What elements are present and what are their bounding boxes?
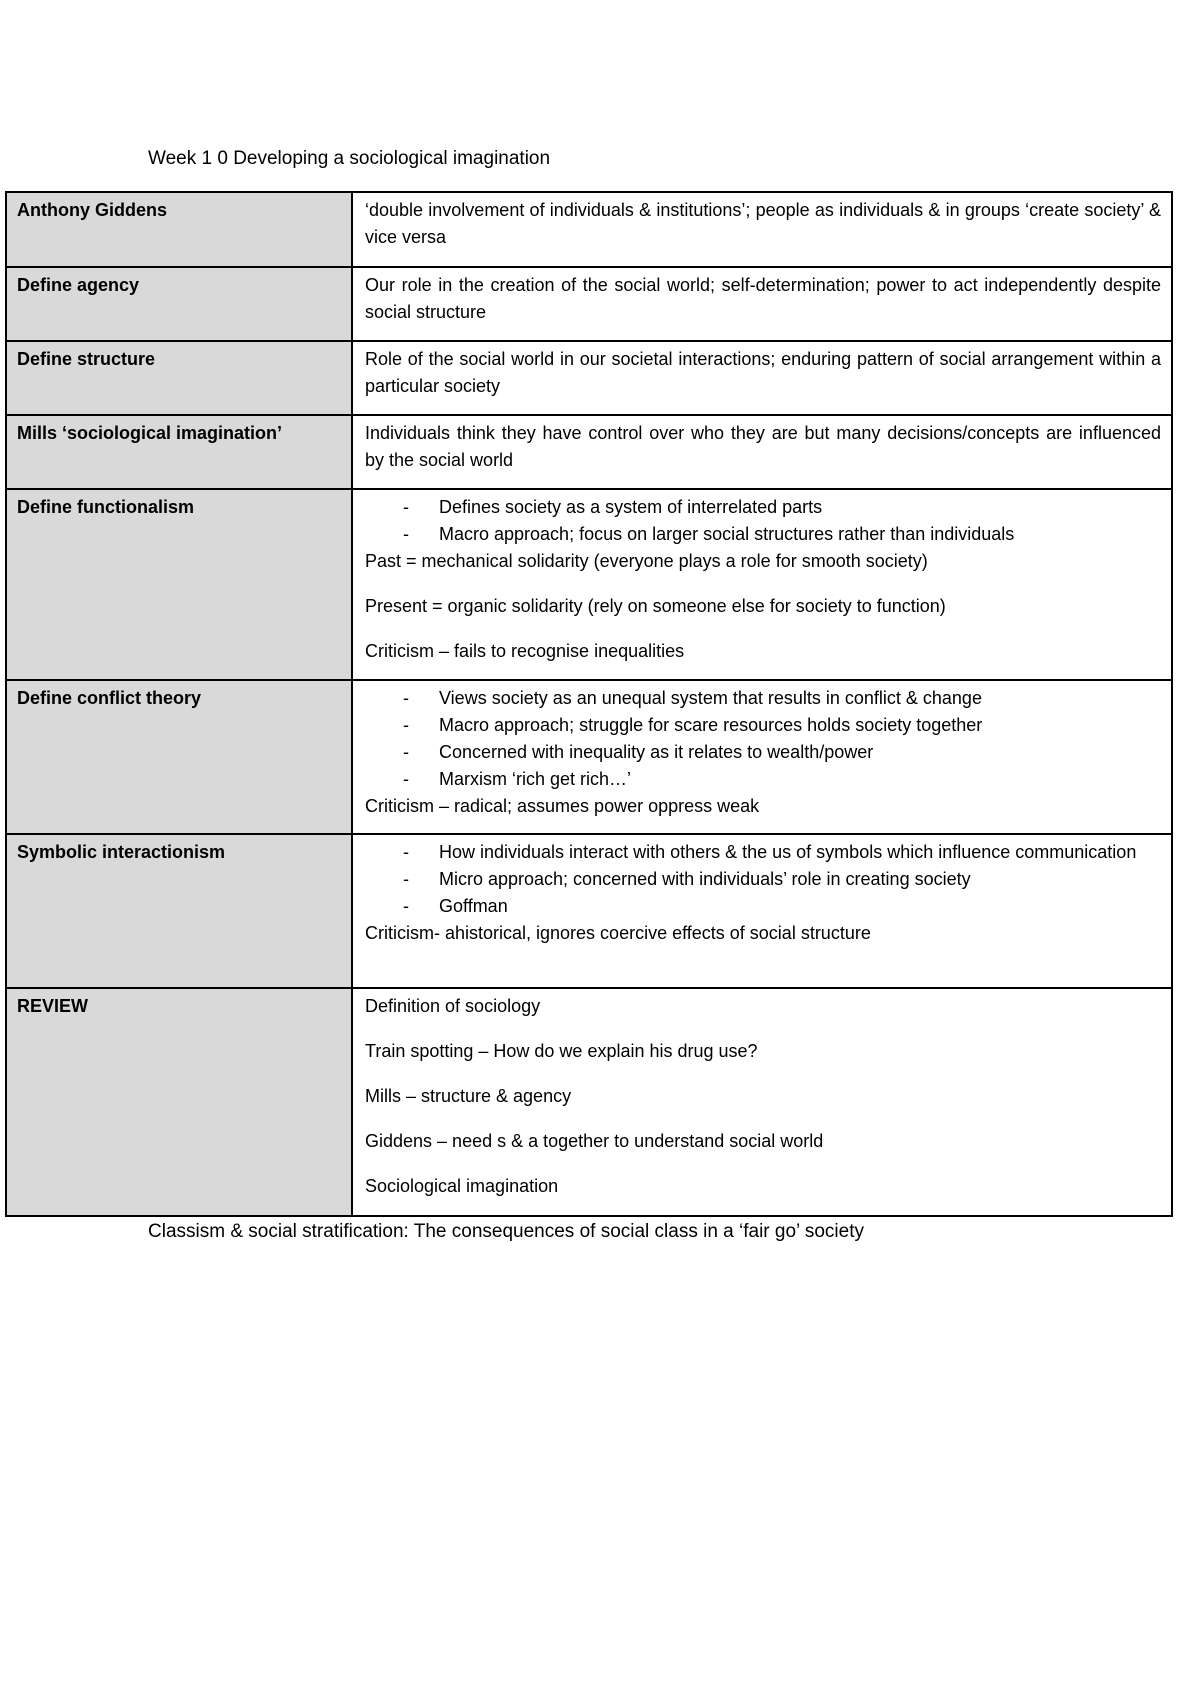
table-row	[6, 988, 1172, 1216]
table-row	[6, 267, 1172, 341]
text-line: Mills – structure & agency	[365, 1086, 572, 1106]
text-line: Definition of sociology	[365, 996, 541, 1016]
bullet-list	[365, 685, 1161, 793]
text-line: Giddens – need s & a together to understand social world	[365, 1131, 824, 1151]
table-row	[6, 415, 1172, 489]
text-line: Present = organic solidarity (rely on someone else for society to function)	[365, 596, 946, 616]
page-heading: Week 1 0 Developing a sociological imagination	[148, 148, 551, 169]
term-cell: Define structure	[6, 341, 352, 415]
list-item: - Views society as an unequal system that results in conflict & change	[365, 685, 1161, 712]
description-cell: ‘double involvement of individuals & institutions’; people as individuals & in groups ‘create society’ & vice versa	[352, 192, 1172, 267]
text-line: Criticism- ahistorical, ignores coercive effects of social structure	[365, 923, 871, 943]
text-line: Past = mechanical solidarity (everyone plays a role for smooth society)	[365, 551, 928, 571]
table-row	[6, 192, 1172, 267]
description-cell: Role of the social world in our societal interactions; enduring pattern of social arrangement within a particular society	[352, 341, 1172, 415]
next-section-heading: Classism & social stratification: The consequences of social class in a ‘fair go’ society	[148, 1221, 864, 1242]
text-line: Sociological imagination	[365, 1176, 559, 1196]
notes-table	[5, 191, 1173, 1217]
description-cell	[352, 834, 1172, 988]
term-cell: Define functionalism	[6, 489, 352, 680]
list-item: - Macro approach; struggle for scare resources holds society together	[365, 712, 1161, 739]
term-cell: Define agency	[6, 267, 352, 341]
term-cell: Define conflict theory	[6, 680, 352, 834]
description-cell	[352, 988, 1172, 1216]
table-row	[6, 341, 1172, 415]
description-cell: Individuals think they have control over who they are but many decisions/concepts are influenced by the social world	[352, 415, 1172, 489]
text-line: Criticism – fails to recognise inequalities	[365, 641, 685, 661]
list-item: - Defines society as a system of interrelated parts	[365, 494, 1161, 521]
list-item: - Marxism ‘rich get rich…’	[365, 766, 1161, 793]
text-line: Train spotting – How do we explain his drug use?	[365, 1041, 758, 1061]
list-item: - Goffman	[365, 893, 1161, 920]
table-row	[6, 489, 1172, 680]
description-cell	[352, 489, 1172, 680]
description-cell	[352, 680, 1172, 834]
list-item: - Micro approach; concerned with individuals’ role in creating society	[365, 866, 1161, 893]
bullet-list	[365, 494, 1161, 548]
list-item: - How individuals interact with others & the us of symbols which influence communication	[365, 839, 1161, 866]
text-line: Criticism – radical; assumes power oppress weak	[365, 796, 760, 816]
term-cell: REVIEW	[6, 988, 352, 1216]
list-item: - Concerned with inequality as it relates to wealth/power	[365, 739, 1161, 766]
list-item: - Macro approach; focus on larger social structures rather than individuals	[365, 521, 1161, 548]
table-row	[6, 834, 1172, 988]
term-cell: Mills ‘sociological imagination’	[6, 415, 352, 489]
term-cell: Anthony Giddens	[6, 192, 352, 267]
description-cell: Our role in the creation of the social world; self-determination; power to act independently despite social structure	[352, 267, 1172, 341]
table-row	[6, 680, 1172, 834]
bullet-list	[365, 839, 1161, 920]
term-cell: Symbolic interactionism	[6, 834, 352, 988]
